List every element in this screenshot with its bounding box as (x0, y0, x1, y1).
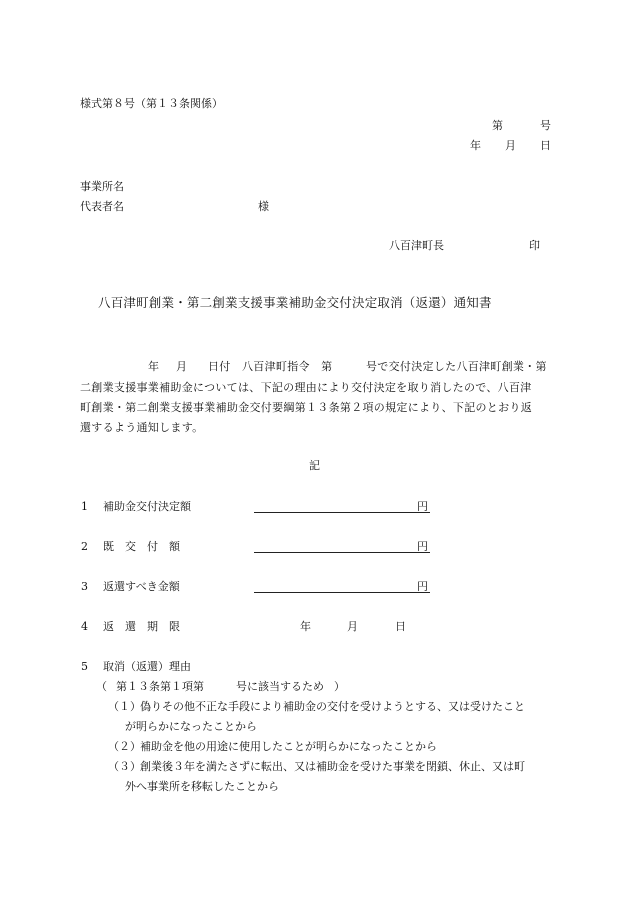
item-3-label: 返還すべき金額 (103, 580, 180, 593)
deadline-day: 日 (395, 620, 406, 633)
representative-label: 代表者名 (80, 200, 124, 213)
reason-clause-text2: 号に該当するため (236, 680, 324, 693)
reason-option-1-line1: 偽りその他不正な手段により補助金の交付を受けようとする、又は受けたこと (140, 700, 525, 713)
item-1-label: 補助金交付決定額 (103, 500, 191, 513)
reason-clause-open: （ (96, 680, 107, 693)
body-line2: 二創業支援事業補助金については、下記の理由により交付決定を取り消したので、八百津 (80, 381, 532, 394)
date-month: 月 (505, 139, 516, 152)
reason-option-3-mark: （３） (108, 760, 141, 773)
deadline-month: 月 (347, 620, 358, 633)
body-line1-rest: 号で交付決定した八百津町創業・第 (366, 360, 547, 373)
body-order: 八百津町指令 第 (242, 360, 333, 373)
body-day: 日付 (208, 360, 231, 373)
issuer-title: 八百津町長 (389, 239, 444, 252)
reason-number: 5 (81, 660, 88, 673)
item-2-amount-line (254, 552, 430, 553)
reason-option-3-line2: 外へ事業所を移転したことから (125, 780, 279, 793)
reason-option-1-mark: （１） (108, 700, 141, 713)
reason-clause-close: ） (334, 680, 345, 693)
deadline-number: 4 (81, 620, 88, 633)
reason-option-1-line2: が明らかになったことから (125, 720, 257, 733)
body-month: 月 (176, 360, 188, 373)
item-2-unit: 円 (417, 540, 428, 553)
item-3-number: 3 (81, 580, 88, 593)
reason-option-3-line1: 創業後３年を満たさずに転出、又は補助金を受けた事業を閉鎖、休止、又は町 (140, 760, 525, 773)
deadline-label: 返 還 期 限 (103, 620, 180, 633)
item-2-label: 既 交 付 額 (103, 540, 180, 553)
reason-option-2-line1: 補助金を他の用途に使用したことが明らかになったことから (140, 740, 437, 753)
deadline-year: 年 (300, 620, 311, 633)
reason-heading: 取消（返還）理由 (103, 660, 191, 673)
item-3-amount-line (254, 592, 430, 593)
item-2-number: 2 (81, 540, 88, 553)
item-3-unit: 円 (417, 580, 428, 593)
issuer-seal: 印 (529, 239, 540, 252)
item-1-number: 1 (81, 500, 88, 513)
item-1-unit: 円 (417, 500, 428, 513)
date-year: 年 (470, 139, 481, 152)
document-title: 八百津町創業・第二創業支援事業補助金交付決定取消（返還）通知書 (98, 295, 492, 310)
form-number: 様式第８号（第１３条関係） (80, 97, 223, 110)
reason-clause-text: 第１３条第１項第 (116, 680, 204, 693)
honorific: 様 (258, 200, 269, 213)
date-day: 日 (540, 139, 551, 152)
body-year: 年 (148, 360, 160, 373)
ki-heading: 記 (309, 459, 320, 472)
item-1-amount-line (254, 512, 430, 513)
doc-number-prefix: 第 (492, 119, 503, 132)
body-line3: 町創業・第二創業支援事業補助金交付要綱第１３条第２項の規定により、下記のとおり返 (80, 401, 532, 414)
office-name-label: 事業所名 (80, 180, 124, 193)
reason-option-2-mark: （２） (108, 740, 141, 753)
body-line4: 還するよう通知します。 (80, 421, 204, 434)
doc-number-suffix: 号 (540, 119, 551, 132)
